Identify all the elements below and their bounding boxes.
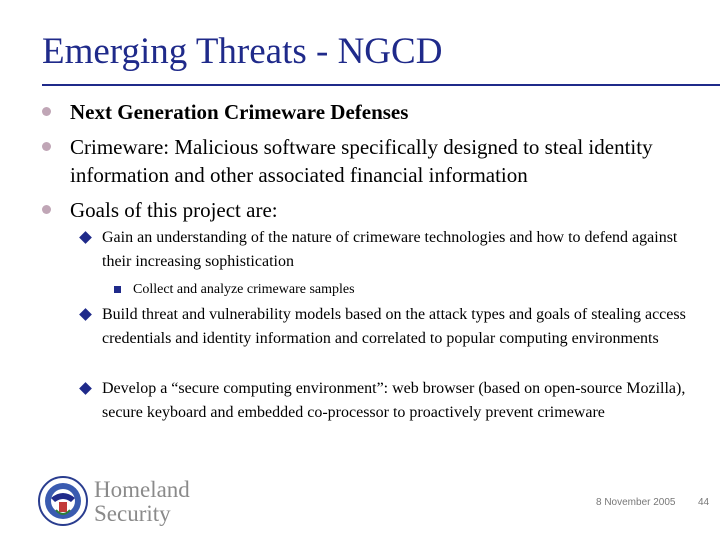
bullet-dot-icon [42, 142, 51, 151]
sub-sub-bullet-item [133, 280, 693, 300]
sub-bullet-text: Build threat and vulnerability models based on the attack types and goals of stealing access credentials and identity information and correlated to popular computing environments [102, 306, 686, 347]
sub-bullet-item [102, 377, 702, 425]
bullet-text: Next Generation Crimeware Defenses [70, 100, 409, 124]
diamond-bullet-icon [79, 382, 92, 395]
title-underline [42, 84, 720, 86]
dhs-seal-icon [38, 476, 88, 526]
footer-date: 8 November 2005 [596, 497, 676, 508]
logo-line-2: Security [94, 501, 171, 526]
square-bullet-icon [114, 286, 121, 293]
bullet-dot-icon [42, 107, 51, 116]
slide-title: Emerging Threats - NGCD [42, 31, 443, 72]
sub-bullet-item [102, 303, 702, 351]
diamond-bullet-icon [79, 308, 92, 321]
bullet-dot-icon [42, 205, 51, 214]
sub-bullet-item [102, 226, 702, 274]
bullet-item [70, 196, 710, 224]
page-number: 44 [698, 497, 710, 508]
logo-wordmark [94, 478, 190, 526]
sub-sub-bullet-text: Collect and analyze crimeware samples [133, 282, 355, 297]
sub-bullet-text: Gain an understanding of the nature of crimeware technologies and how to defend against their increasing sophistication [102, 229, 678, 270]
bullet-text: Goals of this project are: [70, 198, 278, 222]
bullet-text: Crimeware: Malicious software specifically designed to steal identity information and other associated financial information [70, 135, 653, 187]
logo-line-1: Homeland [94, 477, 190, 502]
homeland-security-logo [38, 476, 218, 531]
bullet-item [70, 133, 710, 189]
diamond-bullet-icon [79, 231, 92, 244]
sub-bullet-text: Develop a “secure computing environment”: web browser (based on open-source Mozilla), secure keyboard and embedded co-processor to proactively prevent crimeware [102, 380, 686, 421]
bullet-item [70, 98, 710, 126]
